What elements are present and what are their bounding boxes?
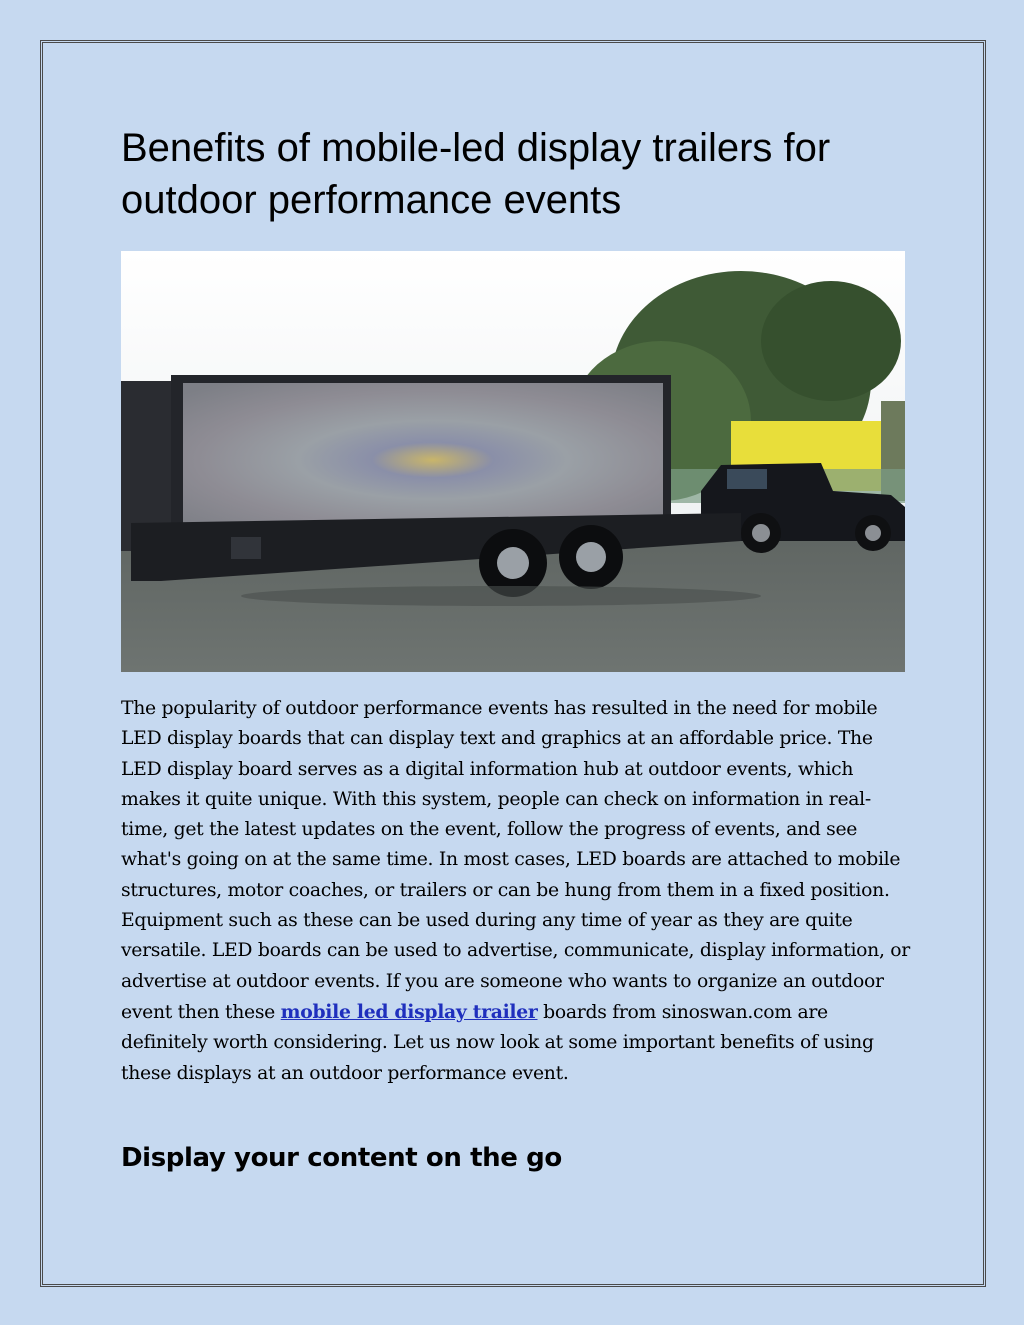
paragraph-text-end: boards from sinoswan.com are definitely worth considering. Let us now look at some important benefits of using these displays at an outdoor performance event. [121,1001,874,1084]
section-heading: Display your content on the go [121,1143,562,1173]
led-trailer-photo [121,251,905,672]
document-title: Benefits of mobile-led display trailers for outdoor performance events [121,126,831,222]
mobile-led-display-trailer-link[interactable]: mobile led display trailer [280,1000,538,1023]
paragraph-text-start: The popularity of outdoor performance events has resulted in the need for mobile LED display boards that can display text and graphics at an affordable price. The LED display board serves as a digital information hub at outdoor events, which makes it quite unique. With this system, people can check on information in real-time, get the latest updates on the event, follow the progress of events, and see what's going on at the same time. In most cases, LED boards are attached to mobile structures, motor coaches, or trailers or can be hung from them in a fixed position. Equipment such as these can be used during any time of year as they are quite versatile. LED boards can be used to advertise, communicate, display information, or advertise at outdoor events. If you are someone who wants to organize an outdoor event then these [121,698,910,1023]
intro-paragraph [121,694,911,1089]
